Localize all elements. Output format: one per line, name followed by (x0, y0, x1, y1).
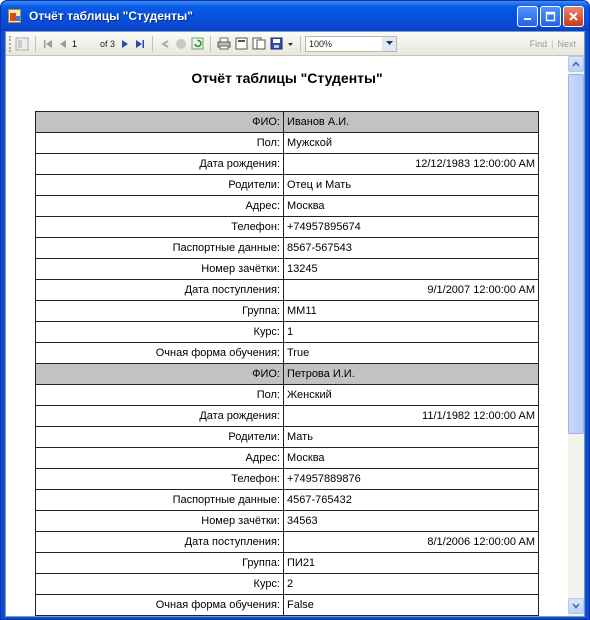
field-value: 9/1/2007 12:00:00 AM (284, 280, 539, 301)
report-app-icon (7, 8, 23, 24)
find-link[interactable]: Find (529, 38, 548, 49)
field-value: +74957889876 (284, 469, 539, 490)
table-row (36, 343, 539, 364)
table-row (36, 154, 539, 175)
scroll-up-button[interactable] (568, 56, 584, 72)
close-icon (568, 11, 579, 22)
chevron-down-icon (572, 603, 580, 609)
students-table (35, 111, 539, 616)
field-label: Телефон: (36, 217, 284, 238)
field-label: Номер зачётки: (36, 511, 284, 532)
field-label: Очная форма обучения: (36, 343, 284, 364)
field-value: False (284, 595, 539, 616)
toolbar-separator (35, 36, 36, 52)
export-dropdown-icon[interactable] (287, 35, 294, 53)
report-page (6, 56, 568, 616)
table-row (36, 448, 539, 469)
field-value: Иванов А.И. (284, 112, 539, 133)
field-value: 34563 (284, 511, 539, 532)
print-icon[interactable] (217, 35, 231, 53)
maximize-icon (545, 11, 556, 22)
close-button[interactable] (563, 6, 584, 27)
table-row (36, 175, 539, 196)
field-value: +74957895674 (284, 217, 539, 238)
field-label: Номер зачётки: (36, 259, 284, 280)
field-value: True (284, 343, 539, 364)
field-label: Очная форма обучения: (36, 595, 284, 616)
minimize-icon (522, 11, 533, 22)
field-label: Родители: (36, 427, 284, 448)
minimize-button[interactable] (517, 6, 538, 27)
field-value: ММ11 (284, 301, 539, 322)
toolbar-separator (152, 36, 153, 52)
table-row (36, 553, 539, 574)
table-row (36, 301, 539, 322)
table-row (36, 259, 539, 280)
field-value: Мать (284, 427, 539, 448)
field-value: 2 (284, 574, 539, 595)
field-value: 13245 (284, 259, 539, 280)
field-value: 4567-765432 (284, 490, 539, 511)
field-label: ФИО: (36, 364, 284, 385)
toolbar-grip[interactable] (9, 36, 13, 52)
table-row (36, 427, 539, 448)
scroll-down-button[interactable] (568, 598, 584, 614)
title-bar[interactable] (1, 1, 589, 31)
report-viewer (5, 31, 585, 617)
field-value: Москва (284, 448, 539, 469)
maximize-button[interactable] (540, 6, 561, 27)
table-row (36, 280, 539, 301)
field-label: Курс: (36, 322, 284, 343)
field-value: ПИ21 (284, 553, 539, 574)
chevron-up-icon (572, 61, 580, 67)
vertical-scrollbar[interactable] (568, 56, 584, 616)
table-row (36, 469, 539, 490)
table-row (36, 574, 539, 595)
field-label: Адрес: (36, 448, 284, 469)
toolbar-separator (300, 36, 301, 52)
record-header-row (36, 364, 539, 385)
field-label: Телефон: (36, 469, 284, 490)
report-toolbar (6, 32, 584, 56)
field-label: Дата поступления: (36, 280, 284, 301)
find-next-link[interactable]: Next (557, 38, 576, 49)
field-label: Пол: (36, 133, 284, 154)
table-row (36, 490, 539, 511)
window-title: Отчёт таблицы "Студенты" (29, 9, 193, 23)
field-value: 11/1/1982 12:00:00 AM (284, 406, 539, 427)
field-value: Мужской (284, 133, 539, 154)
field-value: Отец и Мать (284, 175, 539, 196)
table-row (36, 196, 539, 217)
zoom-select[interactable] (305, 36, 397, 52)
last-page-icon[interactable] (134, 35, 146, 53)
field-value: 1 (284, 322, 539, 343)
record-header-row (36, 112, 539, 133)
print-layout-icon[interactable] (235, 35, 248, 53)
table-row (36, 511, 539, 532)
field-label: Дата поступления: (36, 532, 284, 553)
field-label: Дата рождения: (36, 154, 284, 175)
table-row (36, 322, 539, 343)
page-setup-icon[interactable] (252, 35, 266, 53)
find-next-divider: | (551, 38, 554, 49)
table-row (36, 133, 539, 154)
next-page-icon[interactable] (120, 35, 130, 53)
report-title: Отчёт таблицы "Студенты" (191, 70, 383, 86)
field-value: Москва (284, 196, 539, 217)
previous-page-icon[interactable] (58, 35, 68, 53)
first-page-icon[interactable] (42, 35, 54, 53)
field-label: Пол: (36, 385, 284, 406)
field-label: Паспортные данные: (36, 238, 284, 259)
scroll-thumb[interactable] (568, 74, 584, 434)
field-value: 12/12/1983 12:00:00 AM (284, 154, 539, 175)
toolbar-separator (210, 36, 211, 52)
field-label: Группа: (36, 553, 284, 574)
field-label: Дата рождения: (36, 406, 284, 427)
table-row (36, 595, 539, 616)
chevron-down-icon[interactable] (382, 37, 396, 51)
field-label: Родители: (36, 175, 284, 196)
back-icon[interactable] (159, 35, 171, 53)
export-icon[interactable] (270, 35, 283, 53)
page-count: of 3 (100, 38, 116, 49)
field-value: Петрова И.И. (284, 364, 539, 385)
stop-icon[interactable] (175, 35, 187, 53)
field-label: Курс: (36, 574, 284, 595)
current-page-input[interactable] (70, 36, 96, 52)
table-row (36, 532, 539, 553)
field-value: 8567-567543 (284, 238, 539, 259)
table-row (36, 385, 539, 406)
field-value: Женский (284, 385, 539, 406)
field-label: ФИО: (36, 112, 284, 133)
field-label: Паспортные данные: (36, 490, 284, 511)
refresh-icon[interactable] (191, 35, 204, 53)
table-row (36, 217, 539, 238)
table-row (36, 406, 539, 427)
document-map-icon[interactable] (15, 35, 29, 53)
field-label: Группа: (36, 301, 284, 322)
table-row (36, 238, 539, 259)
field-value: 8/1/2006 12:00:00 AM (284, 532, 539, 553)
field-label: Адрес: (36, 196, 284, 217)
zoom-value: 100% (309, 38, 333, 49)
